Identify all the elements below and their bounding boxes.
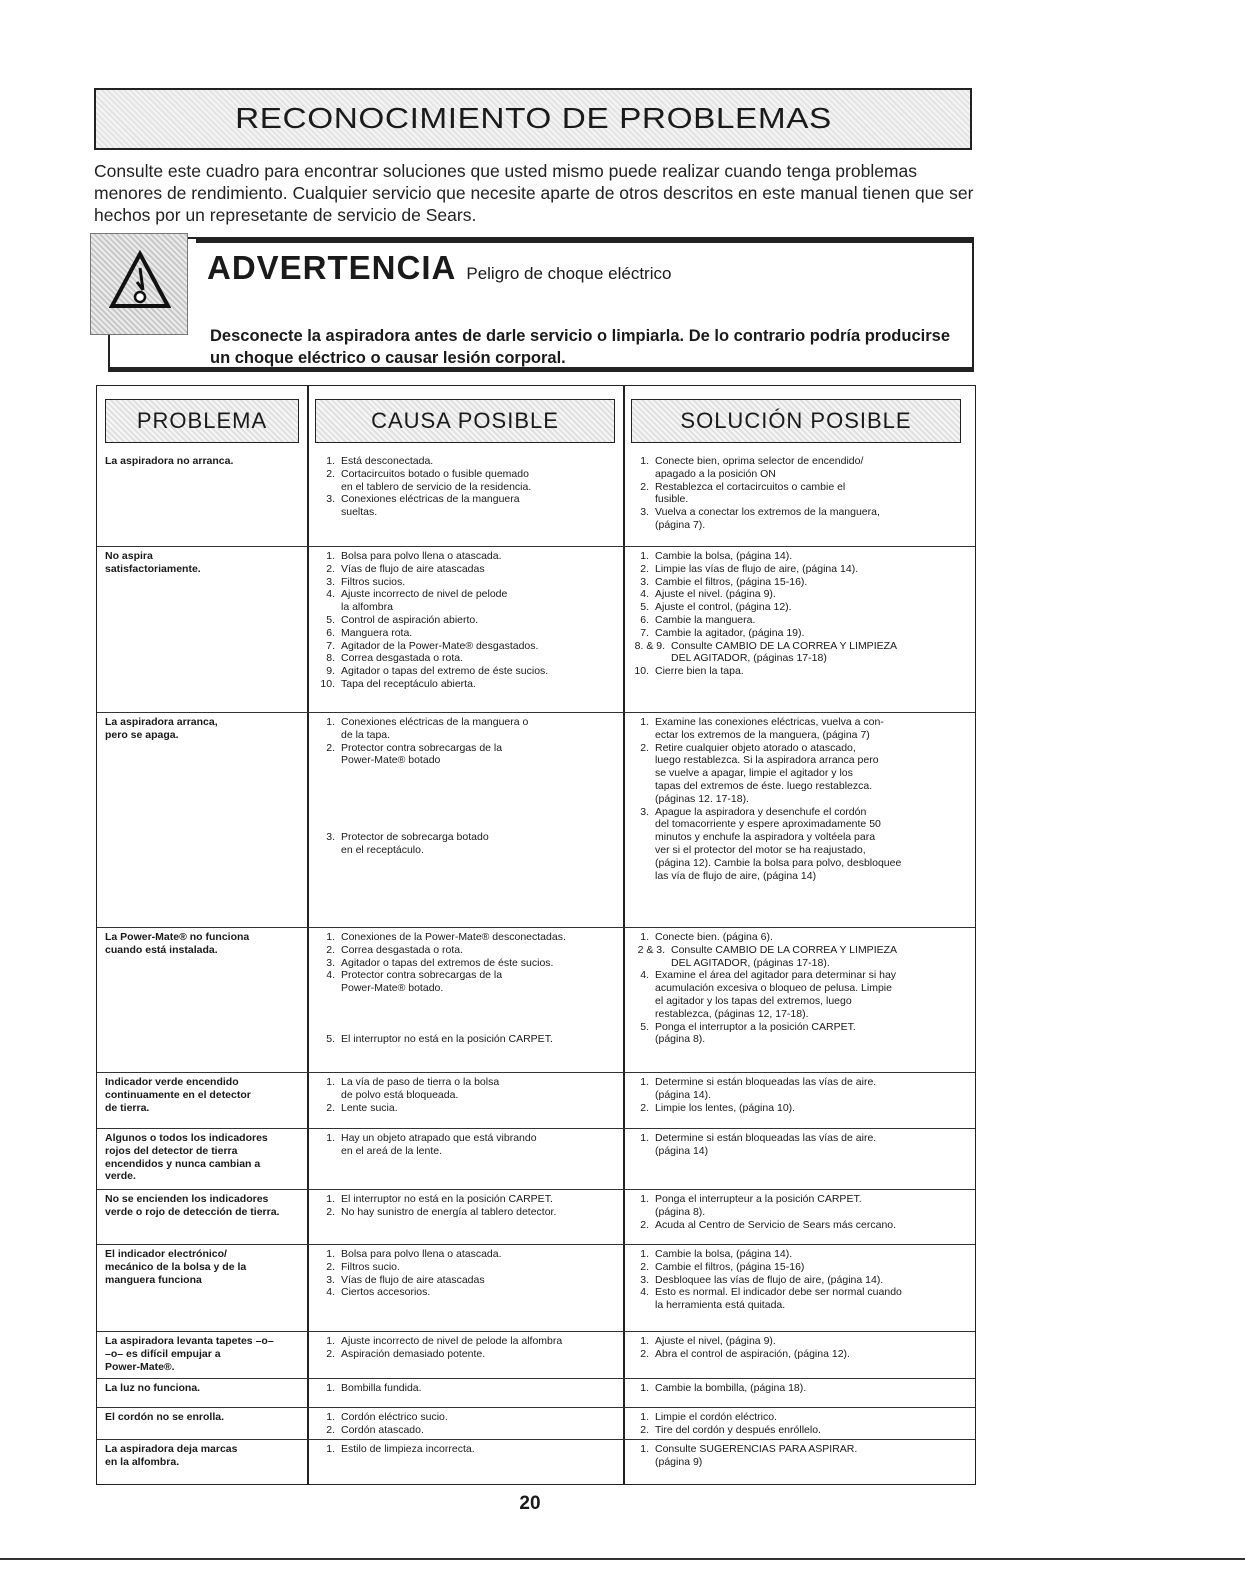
item-number: 5. bbox=[640, 1020, 649, 1033]
item-text: Ajuste el nivel. (página 9). bbox=[655, 588, 776, 601]
solution-item bbox=[629, 1248, 969, 1261]
solution-item bbox=[629, 614, 969, 627]
item-text: Cambie la bolsa, (página 14). bbox=[655, 1248, 793, 1260]
item-text: Cordón eléctrico sucio. bbox=[341, 1411, 448, 1423]
item-number: 1. bbox=[326, 550, 335, 562]
item-text: Aspiración demasiado potente. bbox=[341, 1347, 486, 1360]
item-number: 1. bbox=[640, 1382, 649, 1394]
item-number: 1. bbox=[640, 1443, 649, 1455]
title-banner bbox=[94, 88, 972, 150]
item-text: Determine si están bloqueadas las vías de aire. (página 14). bbox=[655, 1076, 877, 1101]
cause-item bbox=[315, 640, 615, 653]
table-row bbox=[97, 1128, 975, 1190]
item-text: Ajuste incorrecto de nivel de pelode la alfombra bbox=[341, 588, 508, 614]
item-number: 1. bbox=[326, 1076, 335, 1088]
item-number: 2. bbox=[326, 562, 335, 575]
item-text: Consulte SUGERENCIAS PARA ASPIRAR. (página 9) bbox=[655, 1443, 858, 1468]
item-text: Vuelva a conectar los extremos de la manguera, (página 7). bbox=[655, 506, 880, 531]
item-text: Ajuste el control, (página 12). bbox=[655, 601, 792, 614]
table-row bbox=[97, 712, 975, 928]
item-text: Ajuste incorrecto de nivel de pelode la alfombra bbox=[341, 1335, 563, 1347]
table-row bbox=[97, 1407, 975, 1440]
cause-cell bbox=[315, 716, 615, 857]
cause-cell bbox=[315, 1132, 615, 1158]
table-row bbox=[97, 927, 975, 1073]
item-number: 3. bbox=[640, 805, 649, 818]
item-number: 2. bbox=[640, 562, 649, 575]
cause-cell bbox=[315, 1076, 615, 1114]
item-number: 3. bbox=[326, 831, 335, 844]
item-text: Acuda al Centro de Servicio de Sears más cercano. bbox=[655, 1218, 897, 1231]
item-text: Conecte bien. (página 6). bbox=[655, 931, 773, 943]
item-text: Vías de flujo de aire atascadas bbox=[341, 562, 485, 575]
table-row bbox=[97, 452, 975, 546]
cause-item bbox=[315, 1206, 615, 1219]
solution-cell bbox=[629, 1382, 969, 1395]
item-text: Agitador o tapas del extremos de éste sucios. bbox=[341, 956, 554, 969]
item-text: Agitador de la Power-Mate® desgastados. bbox=[341, 639, 539, 652]
cause-item bbox=[315, 1132, 615, 1158]
cause-item bbox=[315, 944, 615, 957]
item-text: Cambie el filtros, (página 15-16) bbox=[655, 1260, 805, 1273]
cause-item bbox=[315, 716, 615, 742]
item-number: 2. bbox=[326, 1423, 335, 1436]
item-text: Determine si están bloqueadas las vías de aire. (página 14) bbox=[655, 1132, 877, 1157]
cause-item bbox=[315, 652, 615, 665]
cause-item bbox=[315, 588, 615, 614]
item-text: Retire cualquier objeto atorado o atascado, luego restablezca. Si la aspiradora arranca pero se vuelve a apagar, limpie el agitador y los tapas del extremos de éste. luego restablezca. (páginas 12. 17-18). bbox=[655, 741, 879, 805]
item-text: Restablezca el cortacircuitos o cambie el fusible. bbox=[655, 480, 846, 506]
solution-item bbox=[629, 640, 969, 666]
item-text: El interruptor no está en la posición CARPET. bbox=[341, 1033, 553, 1046]
solution-cell bbox=[629, 550, 969, 678]
header-solution: SOLUCIÓN POSIBLE bbox=[631, 399, 961, 443]
item-text: Protector de sobrecarga botado en el receptáculo. bbox=[341, 831, 489, 856]
item-number: 1. bbox=[640, 931, 649, 943]
item-number: 1. bbox=[640, 1248, 649, 1260]
cause-item bbox=[315, 1382, 615, 1395]
solution-item bbox=[629, 716, 969, 742]
item-text: Cambie la agitador, (página 19). bbox=[655, 626, 805, 639]
item-text: Bolsa para polvo llena o atascada. bbox=[341, 1248, 502, 1260]
problem-cell: El indicador electrónico/ mecánico de la bolsa y de la manguera funciona bbox=[105, 1248, 247, 1286]
item-number: 4. bbox=[326, 1286, 335, 1299]
header-cause: CAUSA POSIBLE bbox=[315, 399, 615, 443]
solution-item bbox=[629, 481, 969, 507]
solution-cell bbox=[629, 1335, 969, 1361]
page-number: 20 bbox=[519, 1493, 541, 1514]
item-number: 4. bbox=[326, 588, 335, 601]
cause-item bbox=[315, 1286, 615, 1299]
item-number: 5. bbox=[640, 601, 649, 614]
cause-cell bbox=[315, 931, 615, 1046]
item-number: 1. bbox=[640, 1132, 649, 1144]
item-text: Filtros sucio. bbox=[341, 1260, 400, 1273]
solution-item bbox=[629, 1424, 969, 1437]
item-number: 8. bbox=[326, 652, 335, 665]
problem-cell: El cordón no se enrolla. bbox=[105, 1411, 225, 1423]
item-number: 4. bbox=[640, 588, 649, 601]
item-text: Conecte bien, oprima selector de encendido/ apagado a la posición ON bbox=[655, 455, 864, 480]
item-number: 6. bbox=[640, 613, 649, 626]
cause-item bbox=[315, 1274, 615, 1287]
item-text: Manguera rota. bbox=[341, 626, 413, 639]
cause-cell bbox=[315, 1193, 615, 1219]
problem-cell: La aspiradora deja marcas en la alfombra. bbox=[105, 1443, 238, 1468]
item-number: 2. bbox=[640, 480, 649, 493]
warning-heading bbox=[207, 249, 671, 287]
solution-cell bbox=[629, 455, 969, 532]
table-row bbox=[97, 1072, 975, 1129]
problem-cell: No se encienden los indicadores verde o rojo de detección de tierra. bbox=[105, 1193, 280, 1218]
cause-item bbox=[315, 1348, 615, 1361]
item-text: Agitador o tapas del extremo de éste sucios. bbox=[341, 665, 549, 678]
item-text: Correa desgastada o rota. bbox=[341, 943, 463, 956]
item-text: Hay un objeto atrapado que está vibrando en el areá de la lente. bbox=[341, 1132, 537, 1157]
item-text: Limpie los lentes, (página 10). bbox=[655, 1101, 796, 1114]
item-number: 1. bbox=[640, 455, 649, 467]
item-text: Estilo de limpieza incorrecta. bbox=[341, 1443, 475, 1455]
table-row bbox=[97, 1331, 975, 1379]
item-number: 1. bbox=[326, 1193, 335, 1205]
item-text: Cierre bien la tapa. bbox=[655, 665, 744, 678]
item-text: Está desconectada. bbox=[341, 455, 434, 467]
cause-cell bbox=[315, 550, 615, 691]
item-number: 1. bbox=[326, 716, 335, 728]
cause-item bbox=[315, 931, 615, 944]
cause-cell bbox=[315, 1443, 615, 1456]
solution-cell bbox=[629, 931, 969, 1046]
troubleshooting-table bbox=[96, 385, 976, 1485]
problem-cell: La aspiradora no arranca. bbox=[105, 455, 234, 467]
cause-item bbox=[315, 1102, 615, 1115]
problem-cell: Indicador verde encendido continuamente en el detector de tierra. bbox=[105, 1076, 251, 1114]
problem-cell: La aspiradora arranca, pero se apaga. bbox=[105, 716, 218, 741]
solution-cell bbox=[629, 1411, 969, 1437]
problem-cell: La Power-Mate® no funciona cuando está instalada. bbox=[105, 931, 250, 956]
cause-item bbox=[315, 665, 615, 678]
cause-item bbox=[315, 957, 615, 970]
item-number: 8. & 9. bbox=[634, 639, 665, 652]
item-text: Control de aspiración abierto. bbox=[341, 613, 479, 626]
problem-cell: La luz no funciona. bbox=[105, 1382, 201, 1394]
item-text: Tapa del receptáculo abierta. bbox=[341, 677, 476, 690]
item-number: 7. bbox=[326, 639, 335, 652]
cause-item bbox=[315, 1248, 615, 1261]
problem-cell: La aspiradora levanta tapetes –o– –o– es difícil empujar a Power-Mate®. bbox=[105, 1335, 274, 1373]
solution-item bbox=[629, 1132, 969, 1158]
item-text: Cambie el filtros, (página 15-16). bbox=[655, 575, 808, 588]
solution-item bbox=[629, 1286, 969, 1312]
item-text: Cambie la bolsa, (página 14). bbox=[655, 550, 793, 562]
solution-cell bbox=[629, 716, 969, 882]
table-row bbox=[97, 546, 975, 713]
solution-cell bbox=[629, 1076, 969, 1114]
cause-item bbox=[315, 831, 615, 857]
item-number: 1. bbox=[326, 1248, 335, 1260]
item-text: Limpie las vías de flujo de aire, (página 14). bbox=[655, 562, 859, 575]
item-number: 1. bbox=[326, 455, 335, 467]
solution-item bbox=[629, 563, 969, 576]
solution-cell bbox=[629, 1193, 969, 1231]
item-text: La vía de paso de tierra o la bolsa de polvo está bloqueada. bbox=[341, 1076, 500, 1101]
item-text: Limpie el cordón eléctrico. bbox=[655, 1411, 777, 1423]
cause-item bbox=[315, 1443, 615, 1456]
table-row bbox=[97, 1244, 975, 1332]
item-number: 3. bbox=[326, 956, 335, 969]
cause-item bbox=[315, 550, 615, 563]
cause-item bbox=[315, 678, 615, 691]
header-problem: PROBLEMA bbox=[105, 399, 299, 443]
item-text: Lente sucia. bbox=[341, 1101, 398, 1114]
warning-word: ADVERTENCIA bbox=[207, 249, 457, 286]
cause-item bbox=[315, 468, 615, 494]
cause-cell bbox=[315, 1335, 615, 1361]
item-text: No hay sunistro de energía al tablero detector. bbox=[341, 1205, 557, 1218]
item-number: 2. bbox=[326, 943, 335, 956]
item-text: Examine las conexiones eléctricas, vuelva a con- ectar los extremos de la manguera, (página 7) bbox=[655, 716, 884, 741]
item-text: Tire del cordón y después enróllelo. bbox=[655, 1423, 821, 1436]
item-text: Examine el área del agitador para determinar si hay acumulación excesiva o bloqueo de pelusa. Limpie el agitador y los tapas del extremos, luego restablezca, (páginas 12, 17-18). bbox=[655, 969, 897, 1020]
warning-text: Desconecte la aspiradora antes de darle servicio o limpiarla. De lo contrario podría producirse un choque eléctrico o causar lesión corporal. bbox=[210, 327, 951, 367]
solution-item bbox=[629, 806, 969, 883]
warning-triangle-icon bbox=[90, 233, 188, 335]
item-number: 1. bbox=[326, 931, 335, 943]
item-number: 10. bbox=[634, 665, 649, 678]
cause-item bbox=[315, 1193, 615, 1206]
item-text: Cortacircuitos botado o fusible quemado en el tablero de servicio de la residencia. bbox=[341, 467, 532, 493]
cause-item bbox=[315, 1076, 615, 1102]
solution-item bbox=[629, 1219, 969, 1232]
page-title: RECONOCIMIENTO DE PROBLEMAS bbox=[234, 102, 832, 135]
item-number: 1. bbox=[326, 1335, 335, 1347]
item-text: Cordón atascado. bbox=[341, 1423, 424, 1436]
item-text: Protector contra sobrecargas de la Power-Mate® botado. bbox=[341, 969, 503, 995]
item-number: 7. bbox=[640, 626, 649, 639]
cause-item bbox=[315, 576, 615, 589]
item-number: 2 & 3. bbox=[637, 943, 665, 956]
item-text: Correa desgastada o rota. bbox=[341, 652, 463, 665]
item-number: 3. bbox=[640, 506, 649, 519]
warning-box bbox=[108, 237, 974, 372]
solution-item bbox=[629, 742, 969, 806]
item-number: 2. bbox=[326, 467, 335, 480]
item-text: Conexiones eléctricas de la manguera sueltas. bbox=[341, 493, 520, 519]
solution-item bbox=[629, 550, 969, 563]
item-number: 2. bbox=[640, 1101, 649, 1114]
solution-item bbox=[629, 944, 969, 970]
item-number: 2. bbox=[326, 1101, 335, 1114]
item-text: Consulte CAMBIO DE LA CORREA Y LIMPIEZA DEL AGITADOR, (páginas 17-18). bbox=[671, 943, 898, 969]
item-number: 3. bbox=[326, 575, 335, 588]
item-text: Abra el control de aspiración, (página 12). bbox=[655, 1347, 850, 1360]
item-number: 1. bbox=[326, 1382, 335, 1394]
item-number: 1. bbox=[640, 1335, 649, 1347]
table-row bbox=[97, 1189, 975, 1245]
item-text: Esto es normal. El indicador debe ser normal cuando la herramienta está quitada. bbox=[655, 1286, 902, 1312]
item-text: Apague la aspiradora y desenchufe el cordón del tomacorriente y espere aproximadamente 50 minutos y enchufe la aspiradora y voltéela para ver si el protector del motor se ha reajustado, (página 12). Cambie la bolsa para polvo, desbloquee las vía de flujo de aire, (página 14) bbox=[655, 805, 902, 882]
solution-item bbox=[629, 1443, 969, 1469]
item-number: 2. bbox=[326, 1347, 335, 1360]
cause-item bbox=[315, 627, 615, 640]
item-number: 1. bbox=[326, 1132, 335, 1144]
solution-item bbox=[629, 506, 969, 532]
item-text: Filtros sucios. bbox=[341, 575, 406, 588]
cause-item bbox=[315, 742, 615, 832]
solution-item bbox=[629, 1335, 969, 1348]
solution-item bbox=[629, 455, 969, 481]
solution-cell bbox=[629, 1132, 969, 1158]
cause-item bbox=[315, 1033, 615, 1046]
problem-cell: No aspira satisfactoriamente. bbox=[105, 550, 201, 575]
solution-item bbox=[629, 1021, 969, 1047]
item-text: Bolsa para polvo llena o atascada. bbox=[341, 550, 502, 562]
solution-item bbox=[629, 1348, 969, 1361]
problem-cell: Algunos o todos los indicadores rojos del detector de tierra encendidos y nunca cambian a verde. bbox=[105, 1132, 268, 1183]
item-number: 1. bbox=[640, 716, 649, 728]
solution-cell bbox=[629, 1248, 969, 1312]
solution-item bbox=[629, 1102, 969, 1115]
item-number: 10. bbox=[320, 677, 335, 690]
warning-subtitle: Peligro de choque eléctrico bbox=[466, 264, 672, 283]
solution-item bbox=[629, 1274, 969, 1287]
item-number: 2. bbox=[326, 741, 335, 754]
item-number: 2. bbox=[326, 1260, 335, 1273]
item-number: 4. bbox=[640, 969, 649, 982]
item-number: 1. bbox=[640, 1076, 649, 1088]
item-number: 5. bbox=[326, 1033, 335, 1046]
item-number: 1. bbox=[640, 1411, 649, 1423]
footer-rule bbox=[0, 1558, 1245, 1560]
item-number: 3. bbox=[640, 1273, 649, 1286]
item-text: Cambie la manguera. bbox=[655, 613, 756, 626]
warning-top-rule bbox=[196, 237, 974, 243]
item-number: 2. bbox=[326, 1205, 335, 1218]
solution-item bbox=[629, 601, 969, 614]
item-number: 1. bbox=[640, 550, 649, 562]
solution-item bbox=[629, 576, 969, 589]
item-text: Desbloquee las vías de flujo de aire, (página 14). bbox=[655, 1273, 884, 1286]
solution-item bbox=[629, 931, 969, 944]
cause-cell bbox=[315, 1382, 615, 1395]
item-number: 5. bbox=[326, 613, 335, 626]
cause-item bbox=[315, 455, 615, 468]
solution-item bbox=[629, 1382, 969, 1395]
item-number: 2. bbox=[640, 741, 649, 754]
item-text: Cambie la bombilla, (página 18). bbox=[655, 1382, 807, 1394]
cause-cell bbox=[315, 455, 615, 519]
item-number: 2. bbox=[640, 1260, 649, 1273]
item-number: 3. bbox=[640, 575, 649, 588]
table-row bbox=[97, 1439, 975, 1487]
item-number: 9. bbox=[326, 665, 335, 678]
item-number: 1. bbox=[326, 1443, 335, 1455]
solution-item bbox=[629, 969, 969, 1020]
item-text: Bombilla fundida. bbox=[341, 1382, 422, 1394]
item-number: 3. bbox=[326, 493, 335, 506]
intro-paragraph: Consulte este cuadro para encontrar soluciones que usted mismo puede realizar cuando tenga problemas menores de rendimiento. Cualquier servicio que necesite aparte de otros descritos en este manual tienen que ser hechos por un represetante de servicio de Sears. bbox=[94, 161, 974, 225]
cause-cell bbox=[315, 1411, 615, 1437]
item-text: Conexiones de la Power-Mate® desconectadas. bbox=[341, 931, 566, 943]
solution-item bbox=[629, 627, 969, 640]
item-text: Ciertos accesorios. bbox=[341, 1286, 431, 1299]
item-number: 2. bbox=[640, 1423, 649, 1436]
solution-item bbox=[629, 665, 969, 678]
solution-item bbox=[629, 1076, 969, 1102]
cause-item bbox=[315, 1424, 615, 1437]
cause-item bbox=[315, 563, 615, 576]
solution-item bbox=[629, 1193, 969, 1219]
item-text: Consulte CAMBIO DE LA CORREA Y LIMPIEZA DEL AGITADOR, (páginas 17-18) bbox=[671, 639, 898, 665]
item-text: El interruptor no está en la posición CARPET. bbox=[341, 1193, 553, 1205]
item-text: Protector contra sobrecargas de la Power-Mate® botado bbox=[341, 741, 503, 767]
item-text: Vías de flujo de aire atascadas bbox=[341, 1273, 485, 1286]
cause-item bbox=[315, 969, 615, 1033]
item-number: 2. bbox=[640, 1218, 649, 1231]
cause-item bbox=[315, 614, 615, 627]
solution-cell bbox=[629, 1443, 969, 1469]
cause-cell bbox=[315, 1248, 615, 1299]
item-number: 6. bbox=[326, 626, 335, 639]
cause-item bbox=[315, 1261, 615, 1274]
item-text: Ponga el interrupteur a la posición CARPET. (página 8). bbox=[655, 1193, 862, 1218]
item-number: 1. bbox=[640, 1193, 649, 1205]
item-text: Ponga el interruptor a la posición CARPET. (página 8). bbox=[655, 1020, 856, 1046]
solution-item bbox=[629, 588, 969, 601]
item-number: 3. bbox=[326, 1273, 335, 1286]
solution-item bbox=[629, 1411, 969, 1424]
item-text: Ajuste el nivel, (página 9). bbox=[655, 1335, 776, 1347]
cause-item bbox=[315, 1411, 615, 1424]
item-number: 4. bbox=[640, 1286, 649, 1299]
table-row bbox=[97, 1378, 975, 1408]
solution-item bbox=[629, 1261, 969, 1274]
item-number: 4. bbox=[326, 969, 335, 982]
item-number: 2. bbox=[640, 1347, 649, 1360]
item-text: Conexiones eléctricas de la manguera o de la tapa. bbox=[341, 716, 529, 741]
cause-item bbox=[315, 1335, 615, 1348]
cause-item bbox=[315, 493, 615, 519]
item-number: 1. bbox=[326, 1411, 335, 1423]
